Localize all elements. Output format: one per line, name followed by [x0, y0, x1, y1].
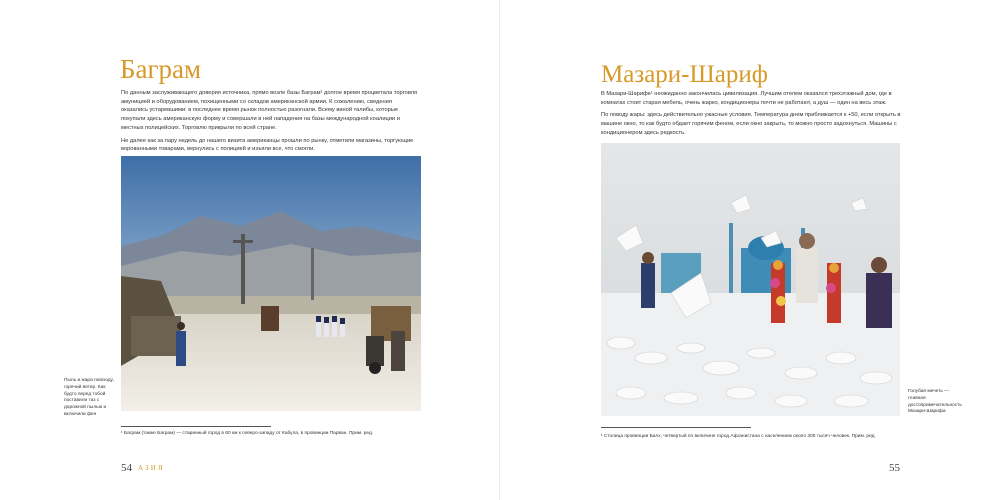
- right-photo-caption: Голубая мечеть — главная достопримечательность Мазари-Шарифа: [908, 389, 962, 415]
- right-page-number: 55: [889, 462, 900, 474]
- left-paragraph-2: Не далее как за пару недель до нашего визита американцы прошли по рынку, отметили магазины, торгующие ворованными товарами, вернулись с полицией и изъяли все, что смогли.: [121, 137, 414, 153]
- right-paragraph-1: В Мазари-Шарифе¹ неожиданно закончилась цивилизация. Лучшим отелем оказался трехэтажный дом, где в комнатах стоит старая мебель, очень жарко, кондиционеры почти не работают, а душ — один на весь этаж.: [601, 91, 892, 106]
- left-page-number: 54: [121, 462, 132, 474]
- right-paragraph-2: По поводу жары: здесь действительно ужасные условия. Температура днем приближается к +50, если открыть в машине окно, то как будто обдает горячим феном, если окно закрыть, то можно просто задохнуться. Машины с кондиционером здесь редкость.: [601, 112, 901, 136]
- left-paragraph-1: По данным заслуживающего доверия источника, прямо возле базы Баграм¹ долгое время процветала торговля амуницией и оборудованием, похищенными со складов американской армии. К сожалению, сведения оказались устаревшими: в последнее время рынок полностью разогнали. Всему виной талибы, которые покупали здесь американскую форму и совершали в ней нападения на базы международной коалиции и местных полицейских. Торговлю прикрыли по всей стране.: [121, 90, 418, 131]
- right-page-title: Мазари-Шариф: [601, 61, 768, 88]
- right-page: [500, 0, 1000, 500]
- bagram-road-photo: [121, 156, 421, 411]
- right-footnote-rule: [601, 427, 751, 428]
- left-page-title: Баграм: [120, 54, 202, 84]
- right-body-text: [601, 90, 901, 142]
- left-body-text: [121, 89, 419, 158]
- left-footnote: ¹ Баграм (также Баграм) — старинный город в 60 км к северо-западу от Кабула, в провинции Парван. Прим. ред.: [121, 431, 374, 436]
- running-head: АЗИЯ: [138, 464, 165, 472]
- mazar-pigeons-photo: [601, 143, 900, 416]
- left-photo-caption: Пыль и жара повсюду, горячий ветер. Как будто перед тобой поставили таз с дорожной пылью и включили фен: [64, 378, 114, 417]
- right-footnote: ¹ Столица провинции Балх, четвертый по величине город Афганистана с населением около 300 тысяч человек. Прим. ред.: [601, 434, 876, 439]
- left-footnote-rule: [121, 426, 271, 427]
